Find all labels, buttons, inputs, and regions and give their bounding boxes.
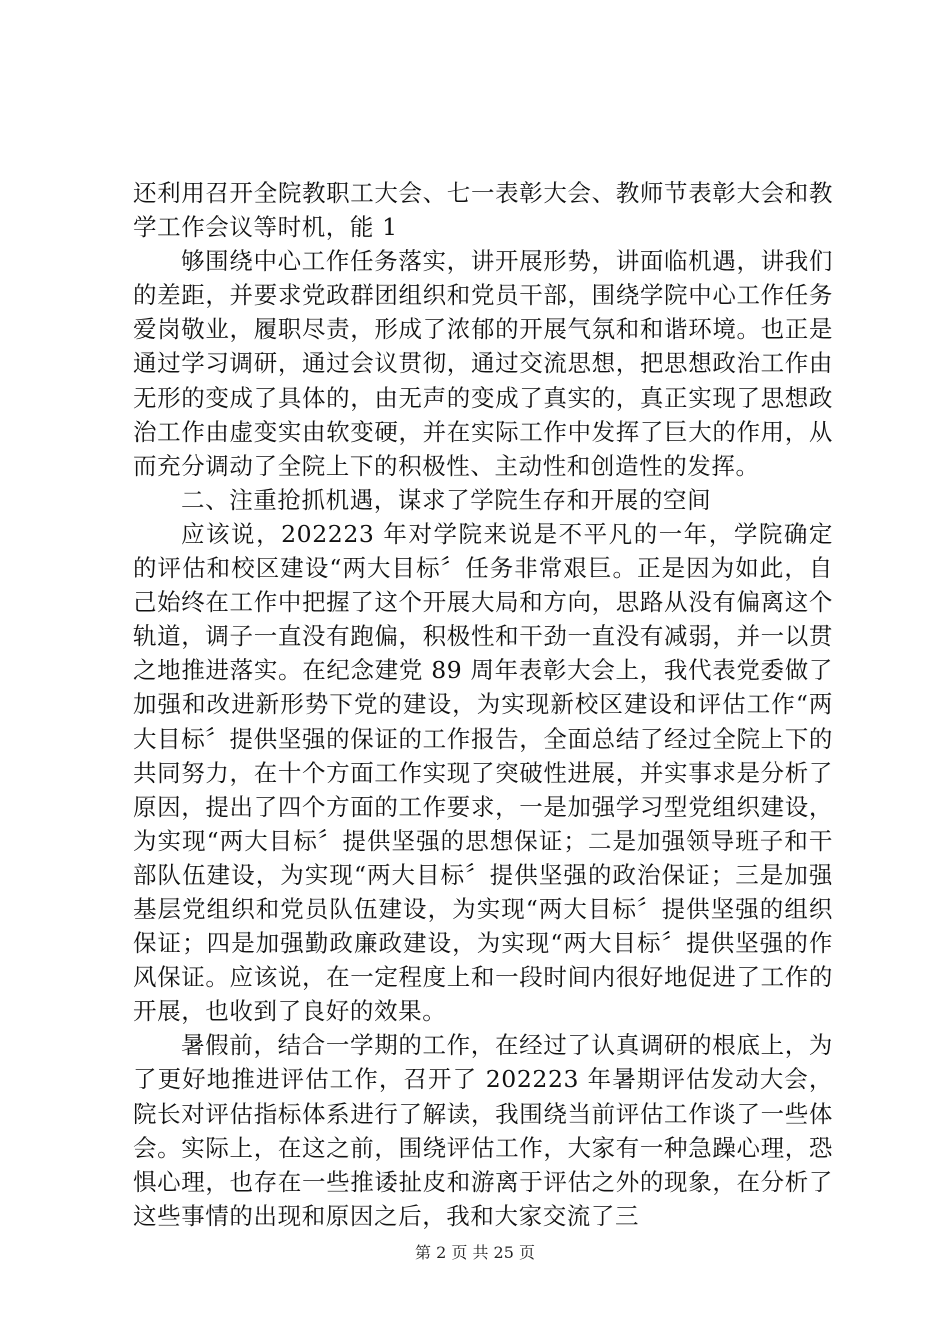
paragraph-thought-work: 够围绕中心工作任务落实，讲开展形势，讲面临机遇，讲我们的差距，并要求党政群团组织和党员干部，围绕学院中心工作任务爱岗敬业，履职尽责，形成了浓郁的开展气氛和和谐环境。也正是通过学习调研，通过会议贯彻，通过交流思想，把思想政治工作由无形的变成了具体的，由无声的变成了真实的，真正实现了思想政治工作由虚变实由软变硬，并在实际工作中发挥了巨大的作用，从而充分调动了全院上下的积极性、主动性和创造性的发挥。 (133, 247, 833, 480)
paragraph-two-goals: 应该说，202223 年对学院来说是不平凡的一年，学院确定的评估和校区建设“两大目标〞任务非常艰巨。正是因为如此，自己始终在工作中把握了这个开展大局和方向，思路从没有偏离这个轨道，调子一直没有跑偏，积极性和干劲一直没有减弱，并一以贯之地推进落实。在纪念建党 89 周年表彰大会上，我代表党委做了加强和改进新形势下党的建设，为实现新校区建设和评估工作“两大目标〞提供坚强的保证的工作报告，全面总结了经过全院上下的共同努力，在十个方面工作实现了突破性进展，并实事求是分析了原因，提出了四个方面的工作要求，一是加强学习型党组织建设，为实现“两大目标〞提供坚强的思想保证；二是加强领导班子和干部队伍建设，为实现“两大目标〞提供坚强的政治保证；三是加强基层党组织和党员队伍建设，为实现“两大目标〞提供坚强的组织保证；四是加强勤政廉政建设，为实现“两大目标〞提供坚强的作风保证。应该说，在一定程度上和一段时间内很好地促进了工作的开展，也收到了良好的效果。 (133, 519, 833, 1026)
paragraph-continuation: 还利用召开全院教职工大会、七一表彰大会、教师节表彰大会和教学工作会议等时机，能 1 (133, 179, 833, 242)
paragraph-summer-meeting: 暑假前，结合一学期的工作，在经过了认真调研的根底上，为了更好地推进评估工作，召开了 202223 年暑期评估发动大会，院长对评估指标体系进行了解读，我围绕当前评估工作谈了一些体会。实际上，在这之前，围绕评估工作，大家有一种急躁心理，恐惧心理，也存在一些推诿扯皮和游离于评估之外的现象，在分析了这些事情的出现和原因之后，我和大家交流了三 (133, 1031, 833, 1230)
document-body (133, 176, 833, 1233)
page-number-footer: 第 2 页 共 25 页 (415, 1243, 535, 1262)
section-heading: 二、注重抢抓机遇，谋求了学院生存和开展的空间 (181, 485, 712, 514)
